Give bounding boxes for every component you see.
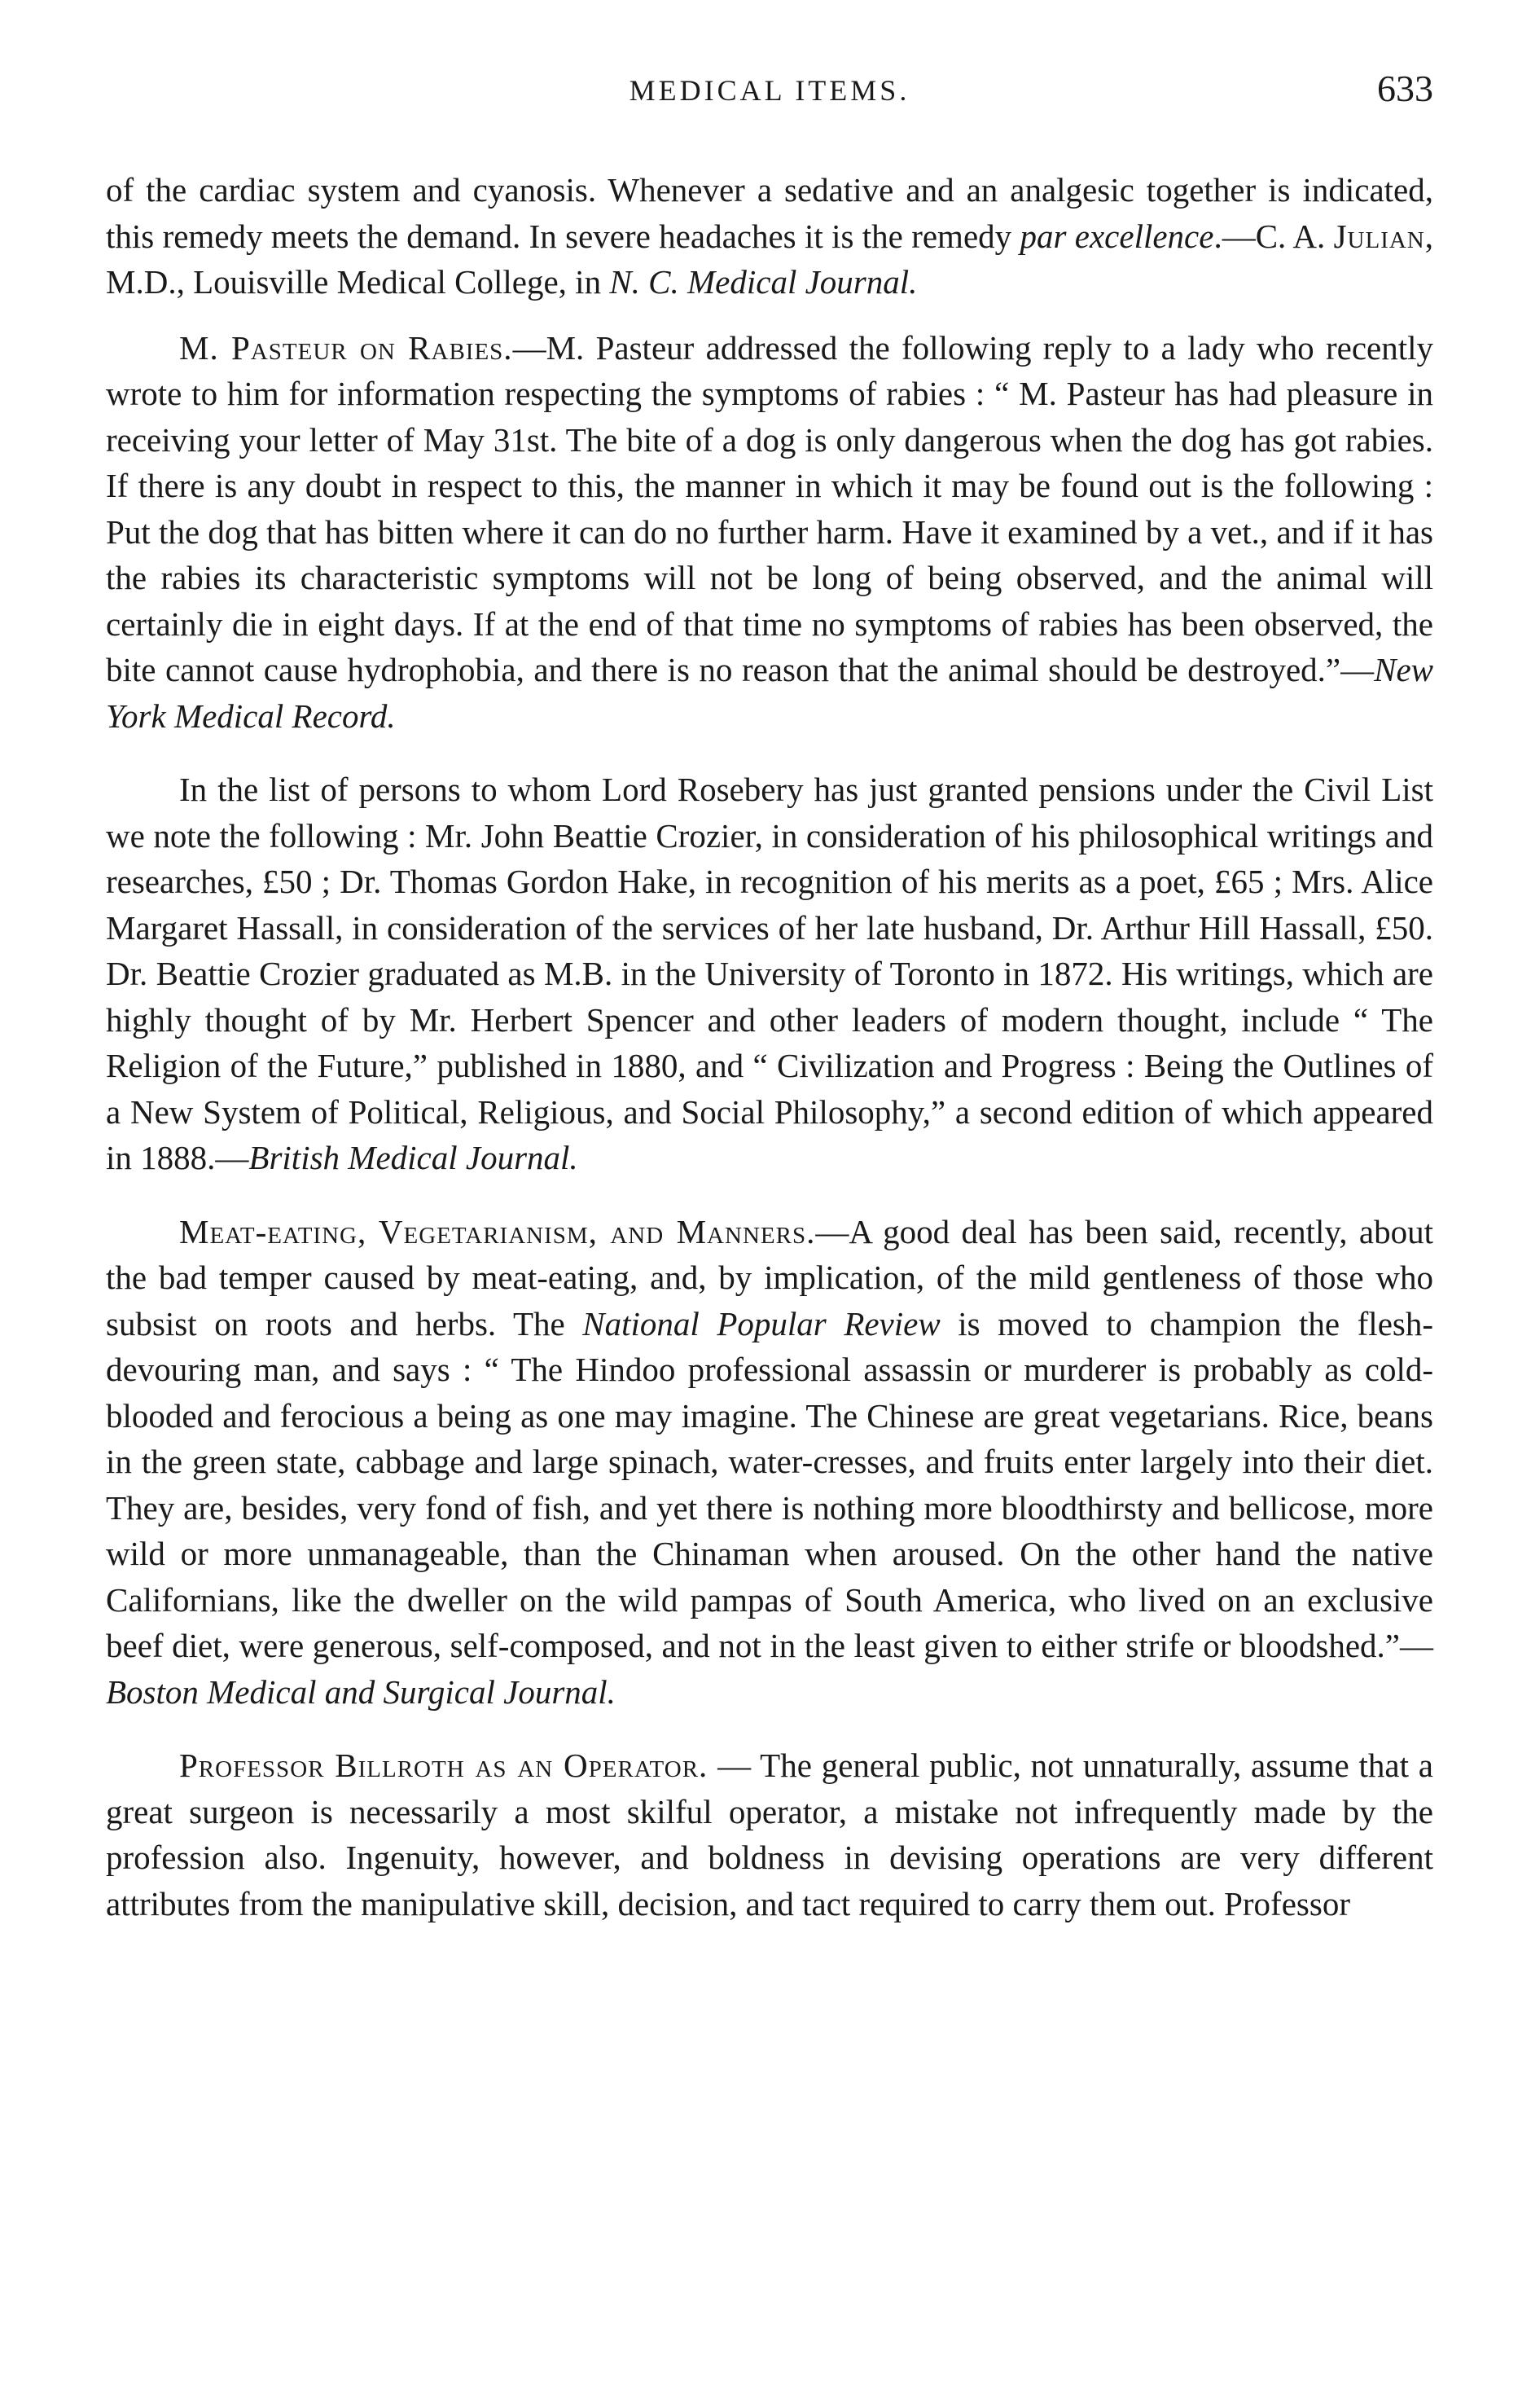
body-text — [106, 167, 1433, 1927]
text-run: .—C. A. — [1213, 217, 1334, 255]
section-heading: M. Pasteur on Rabies. — [179, 328, 513, 367]
paragraph-pasteur-rabies — [106, 325, 1433, 740]
paragraph-meat-eating — [106, 1209, 1433, 1716]
paragraph-billroth — [106, 1742, 1433, 1927]
paragraph-continuation-julian — [106, 167, 1433, 305]
running-header — [106, 67, 1433, 124]
source-citation: Boston Medical and Surgical Journal. — [106, 1672, 616, 1711]
page-number: 633 — [1377, 68, 1433, 109]
periodical-title: National Popular Review — [582, 1304, 941, 1342]
running-title: MEDICAL ITEMS. — [629, 74, 910, 107]
text-run: —M. Pasteur addressed the following reply to a lady who recently wrote to him for information respecting the symptoms of rabies : “ M. Pasteur has had pleasure in receiving your letter of May 31st. The bite of a dog is only dangerous when the dog has got rabies. If there is any doubt in respect to this, the manner in which it may be found out is the following : Put the dog that has bitten where it can do no further harm. Have it examined by a vet., and if it has the rabies its characteristic symptoms will not be long of being observed, and the animal will certainly die in eight days. If at the end of that time no symptoms of rabies has been observed, the bite cannot cause hydrophobia, and there is no reason that the animal should be destroyed.”— — [106, 328, 1433, 688]
source-citation: British Medical Journal. — [248, 1139, 578, 1176]
text-run: is moved to champion the flesh-devouring man, and says : “ The Hindoo professional assassin or murderer is probably as cold-blooded and ferocious a being as one may imagine. The Chinese are great vegetarians. Rice, beans in the green state, cabbage and large spinach, water-cresses, and fruits enter largely into their diet. They are, besides, very fond of fish, and yet there is nothing more bloodthirsty and bellicose, more wild or more unmanageable, than the Chinaman when aroused. On the other hand the native Californians, like the dweller on the wild pampas of South America, who lived on an exclusive beef diet, were generous, self-composed, and not in the least given to either strife or bloodshed.”— — [106, 1304, 1434, 1664]
text-run: —A good deal has been said, recently, about the bad temper caused by meat-eating, and, by implication, of the mild gentleness of those who subsist on roots and herbs. The — [106, 1212, 1433, 1342]
author-name: Julian — [1333, 217, 1425, 255]
source-citation: N. C. Medical Journal. — [609, 263, 918, 301]
text-run: — The general public, not unnaturally, assume that a great surgeon is necessarily a most skilful operator, a mistake not infrequently made by the profession also. Ingenuity, however, and boldness in devising operations are very different attributes from the manipulative skill, decision, and tact required to carry them out. Professor — [106, 1747, 1433, 1922]
paragraph-civil-list-pensions — [106, 767, 1433, 1181]
text-run: , M.D., Louisville Medical College, in — [106, 217, 1433, 301]
text-run: of the cardiac system and cyanosis. Whenever a sedative and an analgesic together is indicated, this remedy meets the demand. In severe headaches it is the remedy — [106, 171, 1433, 255]
italic-phrase: par excellence — [1020, 217, 1214, 255]
source-citation: New York Medical Record. — [106, 651, 1433, 735]
text-run: In the list of persons to whom Lord Rosebery has just granted pensions under the Civil List we note the following : Mr. John Beattie Crozier, in consideration of his philosophical writings and researches, £50 ; Dr. Thomas Gordon Hake, in recognition of his merits as a poet, £65 ; Mrs. Alice Margaret Hassall, in consideration of the services of her late husband, Dr. Arthur Hill Hassall, £50. Dr. Beattie Crozier graduated as M.B. in the University of Toronto in 1872. His writings, which are highly thought of by Mr. Herbert Spencer and other leaders of modern thought, include “ The Religion of the Future,” published in 1880, and “ Civilization and Progress : Being the Outlines of a New System of Political, Religious, and Social Philosophy,” a second edition of which appeared in 1888.— — [106, 771, 1433, 1176]
section-heading: Meat-eating, Vegetarianism, and Manners. — [179, 1212, 816, 1250]
section-heading: Professor Billroth as an Operator. — [179, 1747, 708, 1784]
